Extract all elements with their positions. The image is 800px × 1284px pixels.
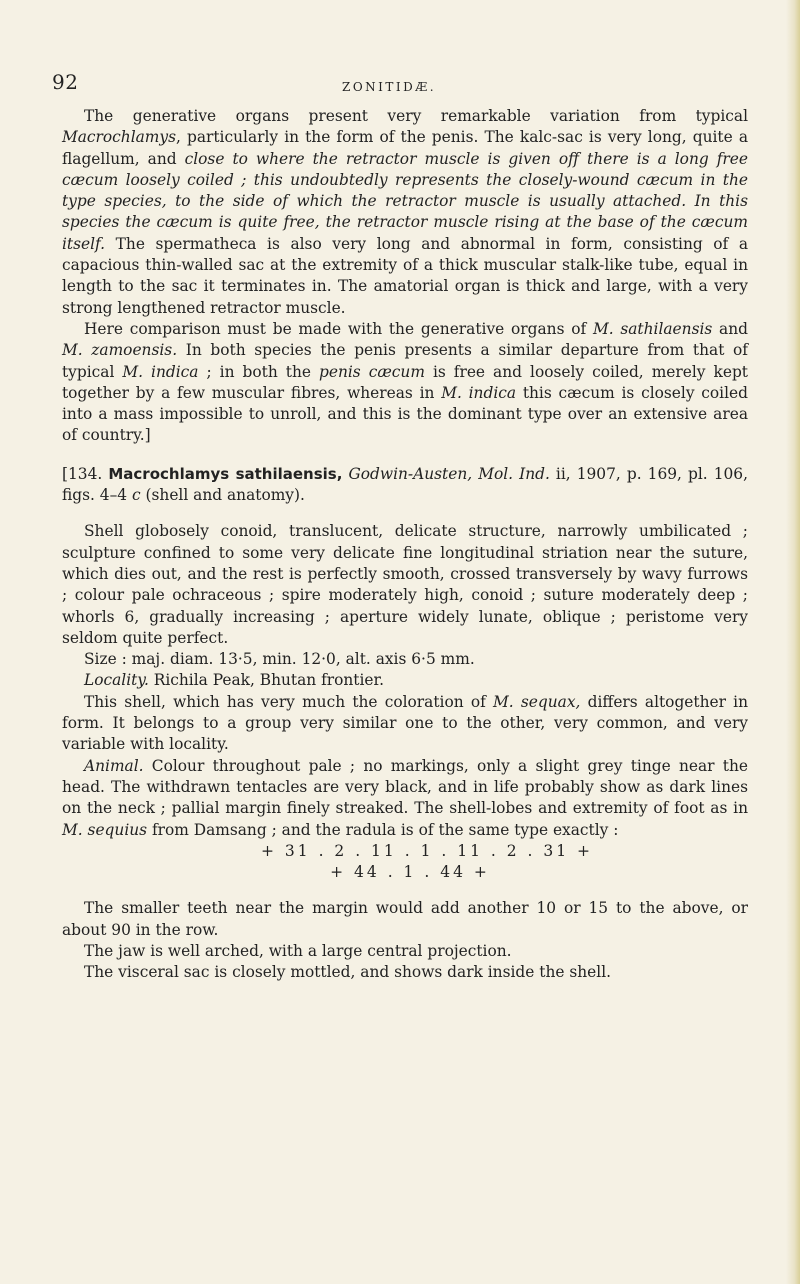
text-run: and (712, 319, 748, 338)
locality-label: Locality. (84, 671, 149, 690)
page-edge-shadow (786, 0, 800, 1284)
text-run: from Damsang ; and the radula is of the same type exactly : (147, 820, 619, 839)
shell-description: Shell globosely conoid, translucent, delicate structure, narrowly umbilicated ; sculpture confined to some very delicate fine longitudinal striation near the suture, which dies out, and the rest is perfectly smooth, crossed transversely by wavy furrows ; colour pale ochraceous ; spire moderately high, conoid ; suture moderately deep ; whorls 6, gradually increasing ; aperture widely lunate, oblique ; peristome very seldom quite perfect. (62, 522, 748, 647)
species-name: M. indica (122, 362, 199, 381)
closing-paragraph-teeth: The smaller teeth near the margin would add another 10 or 15 to the above, or about 90 in the row. (62, 899, 748, 939)
species-name: M. zamoensis. (62, 341, 178, 360)
text-run: Here comparison must be made with the generative organs of (84, 319, 593, 338)
shell-size: Size : maj. diam. 13·5, min. 12·0, alt. axis 6·5 mm. (84, 650, 475, 669)
text-run: this cæcum is closely coiled into a mass impossible to unroll, and this is the dominant type over an extensive area of country.] (62, 383, 748, 445)
shell-locality (62, 670, 748, 691)
species-heading (62, 464, 748, 507)
closing-paragraph-visceral-sac: The visceral sac is closely mottled, and shows dark inside the shell. (84, 963, 612, 982)
text-run: differs altogether in form. It belongs to a group very similar one to the other, very common, and very variable with locality. (62, 692, 749, 754)
species-number: [134. (62, 464, 103, 483)
genus-name: Macrochlamys (62, 128, 176, 147)
species-title: Macrochlamys sathilaensis, (108, 464, 343, 483)
animal-description (62, 756, 748, 841)
text-run: ; in both the (198, 362, 319, 381)
species-name: M. sathilaensis (592, 319, 713, 338)
italic-passage: close to where the retractor muscle is given off there is a long free cæcum loosely coiled ; this undoubtedly represents the closely-wound cæcum in the type species, to the side of which the retractor muscle is usually attached. In this species the cæcum is quite free, the retractor muscle rising at the base of the cæcum itself. (62, 149, 748, 253)
species-name: M. sequius (62, 820, 148, 839)
italic-term: penis cæcum (319, 362, 425, 381)
running-head: ZONITIDÆ. (342, 80, 437, 94)
paragraph-generative-organs (62, 106, 748, 319)
page-number: 92 (52, 70, 79, 94)
text-run: This shell, which has very much the coloration of (84, 692, 494, 711)
species-name: M. sequax, (493, 692, 581, 711)
text-run: The generative organs present very remarkable variation from typical (84, 107, 748, 125)
animal-label: Animal. (84, 756, 144, 775)
closing-paragraph-jaw: The jaw is well arched, with a large central projection. (84, 941, 512, 960)
species-authority: Godwin-Austen, Mol. Ind. (348, 464, 550, 483)
citation-text: ii, 1907, p. 169, pl. 106, figs. 4–4 (62, 464, 748, 505)
radula-formula-line-1: + 31 . 2 . 11 . 1 . 11 . 2 . 31 + (261, 841, 593, 860)
text-run: In both species the penis presents a similar departure from that of typical (62, 341, 748, 381)
text-run: Colour throughout pale ; no markings, only a slight grey tinge near the head. The withdrawn tentacles are very black, and in life probably show as dark lines on the neck ; pallial margin finely streaked. The shell-lobes and extremity of foot as in (62, 756, 748, 818)
paragraph-comparison (62, 319, 748, 447)
radula-formula-line-2: + 44 . 1 . 44 + (330, 863, 490, 882)
text-run: is free and loosely coiled, merely kept together by a few muscular fibres, whereas in (62, 362, 748, 402)
figure-letter: c (131, 486, 141, 505)
page-body (62, 106, 748, 984)
text-run: The spermatheca is also very long and abnormal in form, consisting of a capacious thin-walled sac at the extremity of a thick muscular stalk-like tube, equal in length to the sac it terminates in. The amatorial organ is thick and large, with a very strong lengthened retractor muscle. (62, 234, 748, 317)
shell-comparison (62, 692, 748, 756)
species-name: M. indica (441, 383, 517, 402)
text-run: , particularly in the form of the penis. The kalc-sac is very long, quite a flagellum, and (62, 128, 748, 168)
locality-text: Richila Peak, Bhutan frontier. (148, 671, 385, 690)
citation-text: (shell and anatomy). (140, 486, 305, 505)
